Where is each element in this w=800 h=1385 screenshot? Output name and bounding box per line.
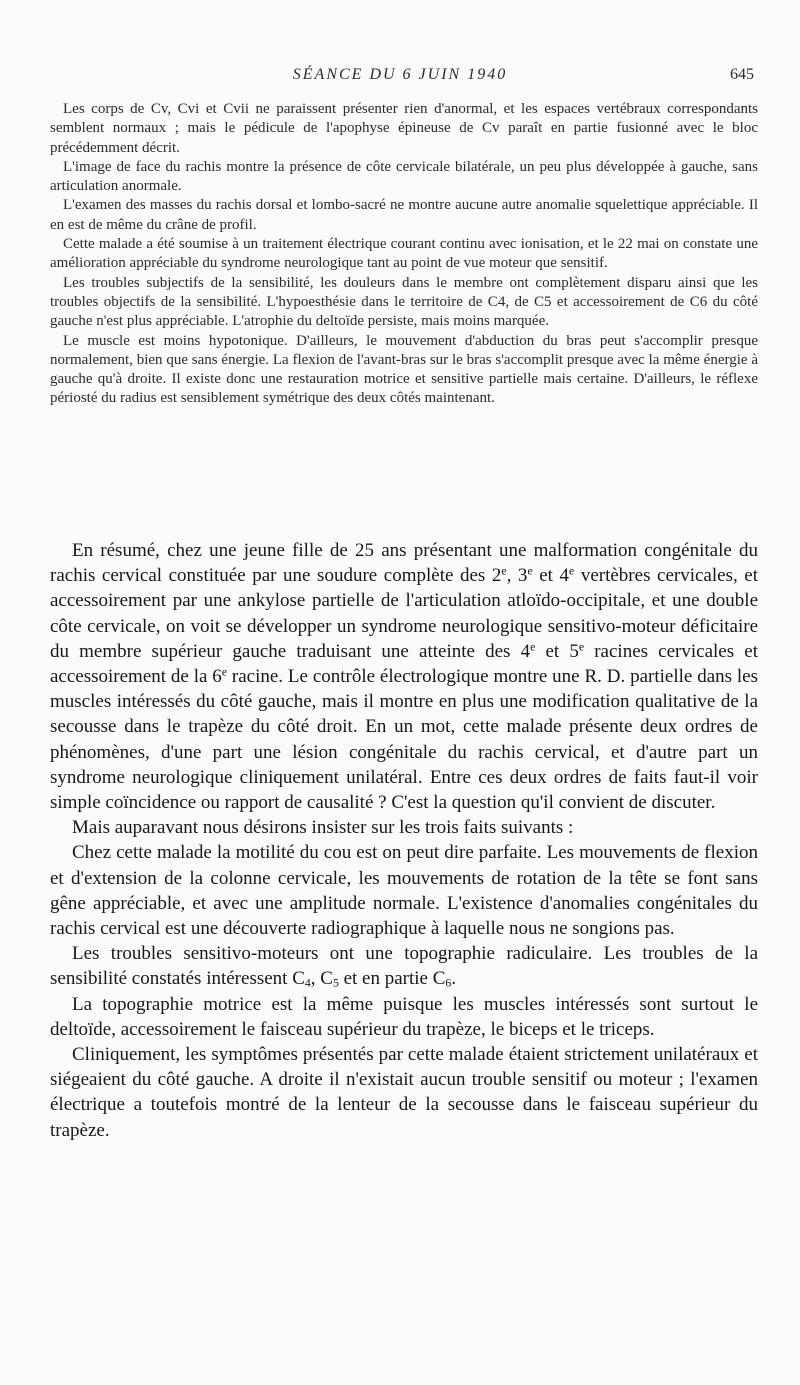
subscript: 5 (332, 976, 339, 990)
paragraph: Les corps de Cv, Cvi et Cvii ne paraissent présenter rien d'anormal, et les espaces vertébraux correspondants semblent normaux ; mais le pédicule de l'apophyse épineuse de Cv paraît en partie fusionné avec le bloc précédemment décrit. (50, 101, 758, 156)
paragraph: L'image de face du rachis montre la présence de côte cervicale bilatérale, un peu plus développée à gauche, sans articulation anormale. (50, 158, 758, 195)
superscript: e (501, 564, 507, 578)
summary-section (50, 538, 758, 1143)
text-run: vertèbres cervicales, et accessoirement par une ankylose partielle de l'articulation atloïdo-occipitale, et une double côte cervicale, on voit se développer un syndrome neurologique sensitivo-moteur déficitaire du membre supérieur gauche traduisant une atteinte des 4 (50, 565, 759, 662)
paragraph: Mais auparavant nous désirons insister sur les trois faits suivants : (72, 817, 574, 839)
running-header (0, 66, 800, 88)
text-run: et 5 (535, 640, 579, 662)
text-run: Les troubles sensitivo-moteurs ont une topographie radiculaire. Les troubles de la sensibilité constatés intéressent C (50, 943, 758, 990)
paragraph: L'examen des masses du rachis dorsal et lombo-sacré ne montre aucune autre anomalie squelettique appréciable. Il en est de même du crâne de profil. (50, 197, 758, 233)
text-run: En résumé, chez une jeune fille de 25 ans présentant une malformation congénitale du rachis cervical constituée par une soudure complète des 2 (50, 540, 758, 587)
paragraph: La topographie motrice est la même puisque les muscles intéressés sont surtout le deltoïde, accessoirement le faisceau supérieur du trapèze, le biceps et le triceps. (50, 993, 758, 1040)
superscript: e (527, 564, 533, 578)
superscript: e (221, 665, 228, 679)
paragraph: Les troubles subjectifs de la sensibilité, les douleurs dans le membre ont complètement disparu ainsi que les troubles objectifs de la sensibilité. L'hypoesthésie dans le territoire de C4, de C5 et accessoirement de C6 du côté gauche n'est plus appréciable. L'atrophie du deltoïde persiste, mais moins marquée. (50, 274, 758, 330)
paragraph: Cette malade a été soumise à un traitement électrique courant continu avec ionisation, et le 22 mai on constate une amélioration appréciable du syndrome neurologique tant au point de vue moteur que sensitif. (50, 236, 758, 272)
paragraph: Chez cette malade la motilité du cou est on peut dire parfaite. Les mouvements de flexion et d'extension de la colonne cervicale, les mouvements de rotation de la tête se font sans gêne appréciable, et avec une amplitude normale. L'existence d'anomalies congénitales du rachis cervical est une découverte radiographique à laquelle nous ne songions pas. (50, 842, 758, 940)
clinical-notes-section (50, 100, 758, 409)
text-run: . (451, 968, 457, 990)
text-run: , C (310, 968, 333, 990)
text-run: racines cervicales et accessoirement de la 6 (50, 640, 758, 688)
summary-paragraph (50, 538, 758, 815)
paragraph: Cliniquement, les symptômes présentés par cette malade étaient strictement unilatéraux et siégeaient du côté gauche. A droite il n'existait aucun trouble sensitif ou moteur ; l'examen électrique a toutefois montré de la lenteur de la secousse dans le faisceau supérieur du trapèze. (50, 1044, 758, 1141)
text-run: et en partie C (338, 968, 446, 990)
superscript: e (578, 640, 585, 654)
paragraph (50, 941, 758, 991)
superscript: e (530, 640, 536, 654)
text-run: et 4 (532, 565, 570, 587)
text-run: racine. Le contrôle électrologique montre une R. D. partielle dans les muscles intéressés du côté gauche, mais il montre en plus une modification qualitative de la secousse dans le trapèze du côté droit. En un mot, cette malade présente deux ordres de phénomènes, d'une part une lésion congénitale du rachis cervical, et d'autre part un syndrome neurologique cliniquement unilatéral. Entre ces deux ordres de faits faut-il voir simple coïncidence ou rapport de causalité ? C'est la question qu'il convient de discuter. (50, 666, 758, 814)
text-run: , 3 (506, 565, 528, 587)
running-title: SÉANCE DU 6 JUIN 1940 (292, 66, 508, 83)
superscript: e (569, 564, 575, 578)
page-number: 645 (730, 66, 754, 83)
subscript: 4 (304, 976, 311, 990)
paragraph: Le muscle est moins hypotonique. D'ailleurs, le mouvement d'abduction du bras peut s'accomplir presque normalement, bien que sans énergie. La flexion de l'avant-bras sur le bras s'accomplit presque avec la même énergie à gauche qu'à droite. Il existe donc une restauration motrice et sensitive partielle mais certaine. D'ailleurs, le réflexe périosté du radius est sensiblement symétrique des deux côtés maintenant. (50, 332, 758, 407)
subscript: 6 (445, 976, 452, 990)
